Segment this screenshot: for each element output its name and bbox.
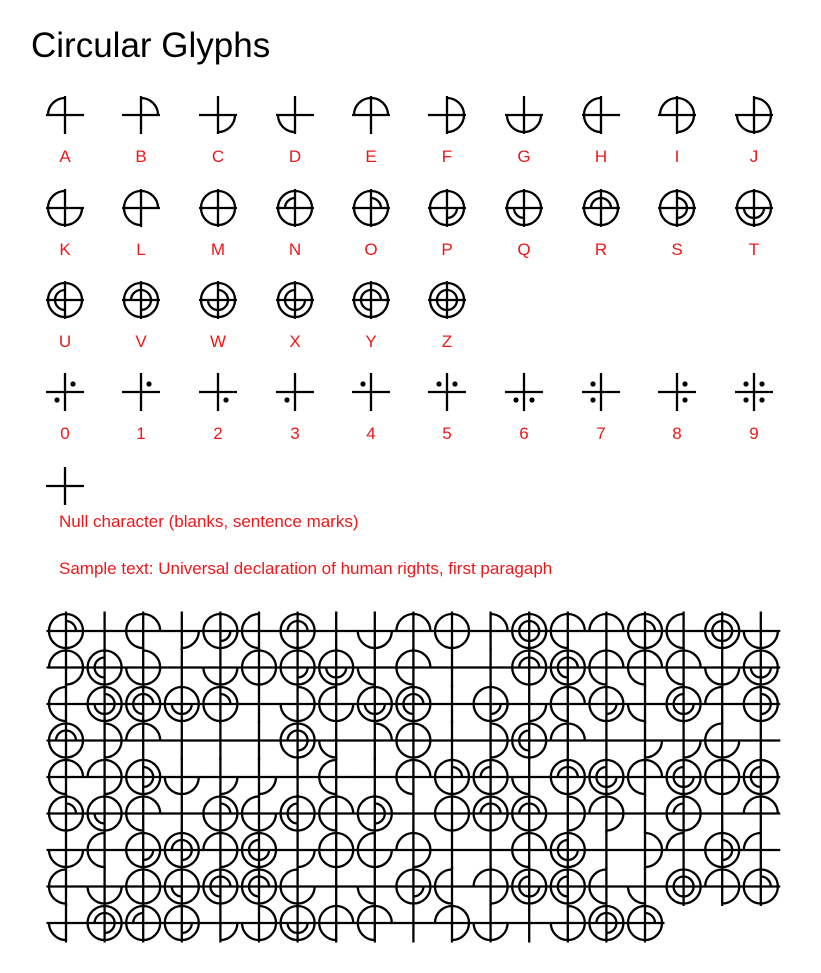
sample-glyph xyxy=(162,794,201,833)
sample-glyph xyxy=(587,867,626,906)
sample-glyph xyxy=(664,612,703,651)
sample-glyph xyxy=(626,794,665,833)
sample-glyph xyxy=(664,758,703,797)
sample-glyph xyxy=(548,612,587,651)
sample-glyph xyxy=(703,612,742,651)
sample-glyph xyxy=(548,867,587,906)
glyph-label: W xyxy=(209,332,227,351)
sample-glyph xyxy=(317,904,356,943)
sample-glyph xyxy=(201,685,240,724)
sample-glyph xyxy=(741,794,780,833)
sample-glyph xyxy=(85,831,124,870)
sample-glyph xyxy=(278,831,317,870)
sample-glyph xyxy=(703,831,742,870)
sample-glyph xyxy=(240,685,279,724)
sample-glyph xyxy=(124,831,163,870)
sample-glyph xyxy=(240,758,279,797)
sample-glyph xyxy=(510,648,549,687)
sample-glyph xyxy=(355,904,394,943)
sample-glyph xyxy=(433,685,472,724)
sample-glyph xyxy=(510,758,549,797)
sample-glyph xyxy=(47,721,86,760)
null-character-note: Null character (blanks, sentence marks) xyxy=(59,512,359,531)
sample-glyph xyxy=(626,721,665,760)
glyph-label: J xyxy=(749,147,759,166)
sample-glyph xyxy=(548,648,587,687)
sample-glyph xyxy=(471,648,510,687)
sample-glyph xyxy=(433,867,472,906)
sample-glyph xyxy=(355,758,394,797)
sample-glyph xyxy=(433,612,472,651)
sample-glyph xyxy=(240,867,279,906)
sample-glyph xyxy=(85,867,124,906)
glyph-label: Y xyxy=(365,332,377,351)
sample-glyph xyxy=(394,685,433,724)
sample-glyph xyxy=(85,648,124,687)
sample-glyph xyxy=(626,904,665,943)
glyph-label: T xyxy=(748,240,760,259)
sample-glyph xyxy=(317,612,356,651)
sample-glyph xyxy=(741,867,780,906)
sample-glyph xyxy=(626,831,665,870)
sample-glyph xyxy=(703,794,742,833)
sample-glyph xyxy=(664,794,703,833)
sample-glyph xyxy=(394,612,433,651)
glyph-label: E xyxy=(365,147,377,166)
sample-glyph xyxy=(162,831,201,870)
sample-glyph xyxy=(471,685,510,724)
sample-glyph xyxy=(703,758,742,797)
glyph-label: S xyxy=(671,240,683,259)
glyph-label: K xyxy=(59,240,71,259)
sample-glyph xyxy=(741,612,780,651)
sample-glyph xyxy=(510,867,549,906)
sample-glyph xyxy=(240,904,279,943)
sample-glyph xyxy=(240,794,279,833)
glyph-label: G xyxy=(517,147,531,166)
sample-glyph xyxy=(433,831,472,870)
sample-glyph xyxy=(85,758,124,797)
sample-glyph xyxy=(703,867,742,906)
glyph-label: M xyxy=(210,240,226,259)
sample-glyph xyxy=(162,648,201,687)
sample-glyph xyxy=(317,721,356,760)
sample-glyph xyxy=(510,794,549,833)
sample-glyph xyxy=(664,685,703,724)
sample-glyph xyxy=(626,867,665,906)
sample-glyph xyxy=(471,904,510,943)
sample-glyph xyxy=(162,612,201,651)
sample-glyph xyxy=(741,648,780,687)
sample-glyph xyxy=(626,685,665,724)
glyph-label: I xyxy=(674,147,680,166)
glyph-label: R xyxy=(594,240,608,259)
sample-glyph xyxy=(471,721,510,760)
sample-glyph xyxy=(278,721,317,760)
sample-glyph xyxy=(278,685,317,724)
sample-glyph xyxy=(355,831,394,870)
sample-glyph xyxy=(587,904,626,943)
sample-glyph xyxy=(47,685,86,724)
sample-glyph xyxy=(587,794,626,833)
glyph-label: 7 xyxy=(596,424,606,443)
sample-glyph xyxy=(124,758,163,797)
sample-glyph xyxy=(201,794,240,833)
sample-glyph xyxy=(278,904,317,943)
sample-glyph xyxy=(433,758,472,797)
sample-glyph xyxy=(433,904,472,943)
sample-glyph xyxy=(471,758,510,797)
sample-glyph xyxy=(201,831,240,870)
sample-glyph xyxy=(548,794,587,833)
glyph-label: 5 xyxy=(442,424,452,443)
sample-glyph xyxy=(240,721,279,760)
sample-glyph xyxy=(510,685,549,724)
glyph-label: U xyxy=(58,332,72,351)
glyph-label: B xyxy=(135,147,147,166)
sample-glyph xyxy=(201,758,240,797)
sample-glyph xyxy=(741,721,780,760)
sample-glyph xyxy=(664,648,703,687)
sample-glyph xyxy=(548,758,587,797)
glyph-label: 0 xyxy=(60,424,70,443)
sample-glyph xyxy=(47,648,86,687)
sample-glyph xyxy=(471,794,510,833)
sample-glyph xyxy=(741,685,780,724)
sample-glyph xyxy=(201,867,240,906)
sample-glyph xyxy=(162,867,201,906)
sample-glyph xyxy=(162,721,201,760)
glyph-label: P xyxy=(441,240,453,259)
sample-glyph xyxy=(394,867,433,906)
sample-glyph xyxy=(162,758,201,797)
sample-glyph xyxy=(626,648,665,687)
sample-glyph xyxy=(124,904,163,943)
glyph-label: 8 xyxy=(672,424,682,443)
sample-glyph xyxy=(278,867,317,906)
glyph-label: 3 xyxy=(290,424,300,443)
glyph-label: X xyxy=(289,332,301,351)
sample-glyph xyxy=(162,685,201,724)
sample-glyph xyxy=(587,831,626,870)
sample-glyph xyxy=(587,685,626,724)
sample-glyph xyxy=(433,648,472,687)
sample-glyph xyxy=(626,758,665,797)
sample-glyph xyxy=(278,648,317,687)
sample-glyph xyxy=(201,721,240,760)
sample-glyph xyxy=(85,904,124,943)
sample-glyph xyxy=(471,867,510,906)
sample-glyph xyxy=(240,648,279,687)
sample-glyph xyxy=(548,904,587,943)
sample-glyph xyxy=(317,794,356,833)
sample-glyph xyxy=(394,794,433,833)
sample-glyph xyxy=(85,685,124,724)
glyph-label: C xyxy=(211,147,225,166)
glyph-label: O xyxy=(364,240,378,259)
sample-glyph xyxy=(664,867,703,906)
sample-glyph xyxy=(394,831,433,870)
sample-glyph xyxy=(47,867,86,906)
sample-glyph xyxy=(355,648,394,687)
glyph-label: V xyxy=(135,332,147,351)
sample-glyph xyxy=(548,831,587,870)
sample-glyph xyxy=(510,904,549,943)
sample-glyph xyxy=(85,721,124,760)
sample-glyph xyxy=(47,758,86,797)
sample-glyph xyxy=(587,758,626,797)
page-title: Circular Glyphs xyxy=(31,26,271,65)
sample-glyph xyxy=(355,721,394,760)
glyph-label: L xyxy=(136,240,146,259)
glyph-label: A xyxy=(59,147,71,166)
sample-glyph xyxy=(85,794,124,833)
glyph-label: H xyxy=(594,147,608,166)
sample-glyph xyxy=(703,685,742,724)
sample-glyph xyxy=(394,648,433,687)
sample-glyph xyxy=(85,612,124,651)
glyph-label: 1 xyxy=(136,424,146,443)
sample-glyph xyxy=(317,648,356,687)
sample-glyph xyxy=(394,758,433,797)
sample-glyph xyxy=(471,612,510,651)
sample-glyph xyxy=(47,904,86,943)
sample-glyph xyxy=(317,831,356,870)
sample-glyph xyxy=(124,685,163,724)
glyph-label: 4 xyxy=(366,424,376,443)
glyph-label: 2 xyxy=(213,424,223,443)
sample-glyph xyxy=(510,831,549,870)
glyph-label: Q xyxy=(517,240,531,259)
sample-glyph xyxy=(47,612,86,651)
sample-glyph xyxy=(626,612,665,651)
sample-glyph xyxy=(240,831,279,870)
sample-glyph xyxy=(124,612,163,651)
glyph-label: N xyxy=(288,240,302,259)
sample-glyph xyxy=(278,794,317,833)
sample-glyph xyxy=(510,612,549,651)
sample-glyph xyxy=(124,867,163,906)
sample-glyph xyxy=(124,794,163,833)
sample-glyph xyxy=(548,721,587,760)
sample-glyph xyxy=(664,721,703,760)
sample-glyph xyxy=(240,612,279,651)
sample-glyph xyxy=(47,831,86,870)
sample-glyph xyxy=(162,904,201,943)
sample-glyph xyxy=(587,648,626,687)
sample-glyph xyxy=(201,904,240,943)
glyph-label: Z xyxy=(441,332,453,351)
sample-glyph xyxy=(703,648,742,687)
glyph-label: 6 xyxy=(519,424,529,443)
sample-caption: Sample text: Universal declaration of human rights, first paragaph xyxy=(59,559,553,578)
sample-glyph xyxy=(355,612,394,651)
sample-glyph xyxy=(587,612,626,651)
sample-glyph xyxy=(510,721,549,760)
sample-glyph xyxy=(471,831,510,870)
sample-glyph xyxy=(433,721,472,760)
sample-glyph xyxy=(317,685,356,724)
sample-glyph xyxy=(201,648,240,687)
glyph-label: F xyxy=(441,147,453,166)
sample-glyph xyxy=(587,721,626,760)
sample-glyph xyxy=(548,685,587,724)
sample-glyph xyxy=(355,685,394,724)
sample-glyph xyxy=(741,758,780,797)
sample-glyph xyxy=(394,904,433,943)
sample-glyph xyxy=(355,794,394,833)
sample-glyph xyxy=(664,831,703,870)
sample-glyph xyxy=(47,794,86,833)
sample-glyph xyxy=(201,612,240,651)
sample-glyph xyxy=(124,721,163,760)
sample-glyph xyxy=(394,721,433,760)
sample-glyph xyxy=(433,794,472,833)
glyph-label: 9 xyxy=(749,424,759,443)
sample-glyph xyxy=(703,721,742,760)
sample-glyph xyxy=(741,831,780,870)
sample-glyph xyxy=(317,758,356,797)
sample-glyph xyxy=(278,612,317,651)
sample-glyph xyxy=(278,758,317,797)
glyph-label: D xyxy=(288,147,302,166)
sample-glyph xyxy=(317,867,356,906)
sample-glyph xyxy=(124,648,163,687)
sample-glyph xyxy=(355,867,394,906)
